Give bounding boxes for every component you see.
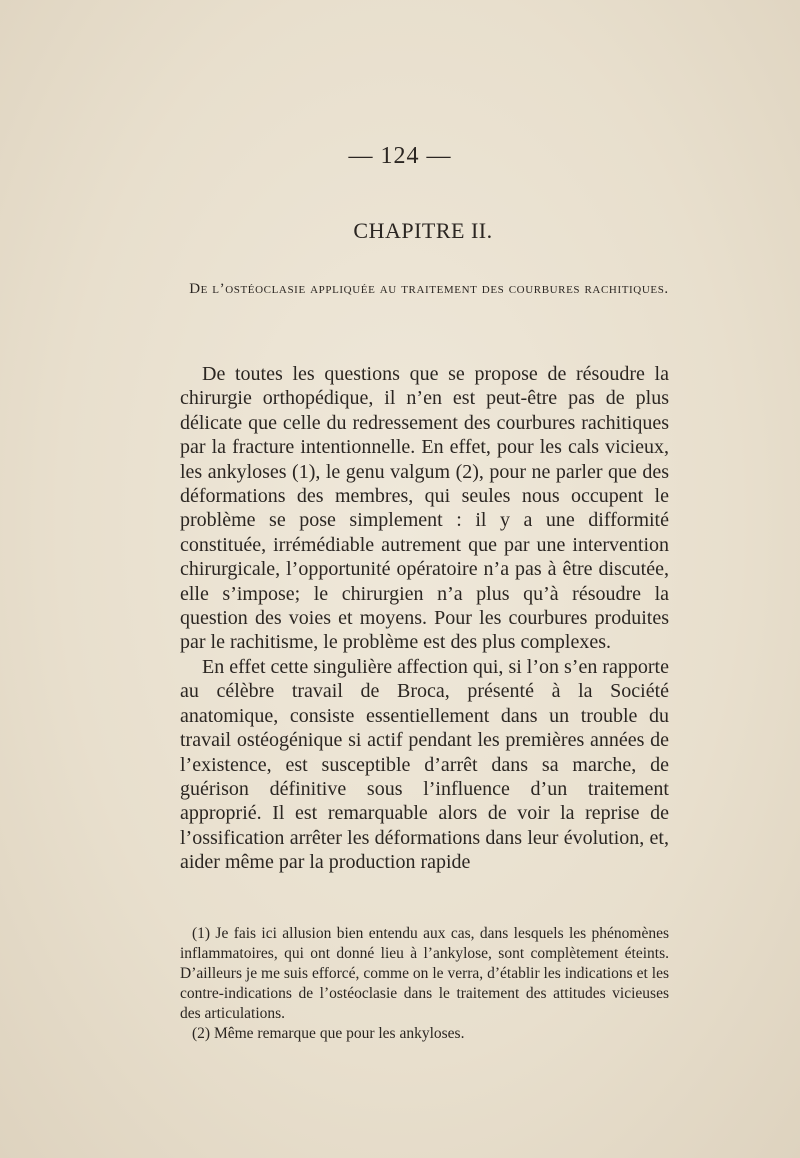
paragraph: En effet cette singulière affection qui, si l’on s’en rapporte au célèbre travail de Broca, présenté à la Société anatomique, consiste essentiellement dans un trouble du travail ostéogénique si actif pendant les premières années de l’existence, est susceptible d’arrêt dans sa marche, de guérison définitive sous l’influence d’un traitement approprié. Il est remarquable alors de voir la reprise de l’ossification arrêter les déformations dans leur évolution, et, aider même par la production rapide xyxy=(180,655,669,874)
section-title: De l’ostéoclasie appliquée au traitement des courbures rachitiques. xyxy=(189,281,669,297)
page-number: — 124 — xyxy=(348,143,452,169)
footnotes xyxy=(180,924,669,1044)
footnote: (1) Je fais ici allusion bien entendu aux cas, dans lesquels les phénomènes inflammatoires, qui ont donné lieu à l’ankylose, sont complètement éteints. D’ailleurs je me suis efforcé, comme on le verra, d’établir les indications et les contre-indications de l’ostéoclasie dans le traitement des attitudes vicieuses des articulations. xyxy=(180,925,669,1022)
chapter-heading: CHAPITRE II. xyxy=(353,218,493,243)
body-text xyxy=(180,362,669,875)
footnote: (2) Même remarque que pour les ankyloses. xyxy=(192,1025,465,1042)
paragraph: De toutes les questions que se propose de résoudre la chirurgie orthopédique, il n’en est peut-être pas de plus délicate que celle du redressement des courbures rachitiques par la fracture intentionnelle. En effet, pour les cals vicieux, les ankyloses (1), le genu valgum (2), pour ne parler que des déformations des membres, qui seules nous occupent le problème se pose simplement : il y a une difformité constituée, irrémédiable autrement que par une intervention chirurgicale, l’opportunité opératoire n’a pas à être discutée, elle s’impose; le chirurgien n’a plus qu’à résoudre la question des voies et moyens. Pour les courbures produites par le rachitisme, le problème est des plus complexes. xyxy=(180,363,669,654)
